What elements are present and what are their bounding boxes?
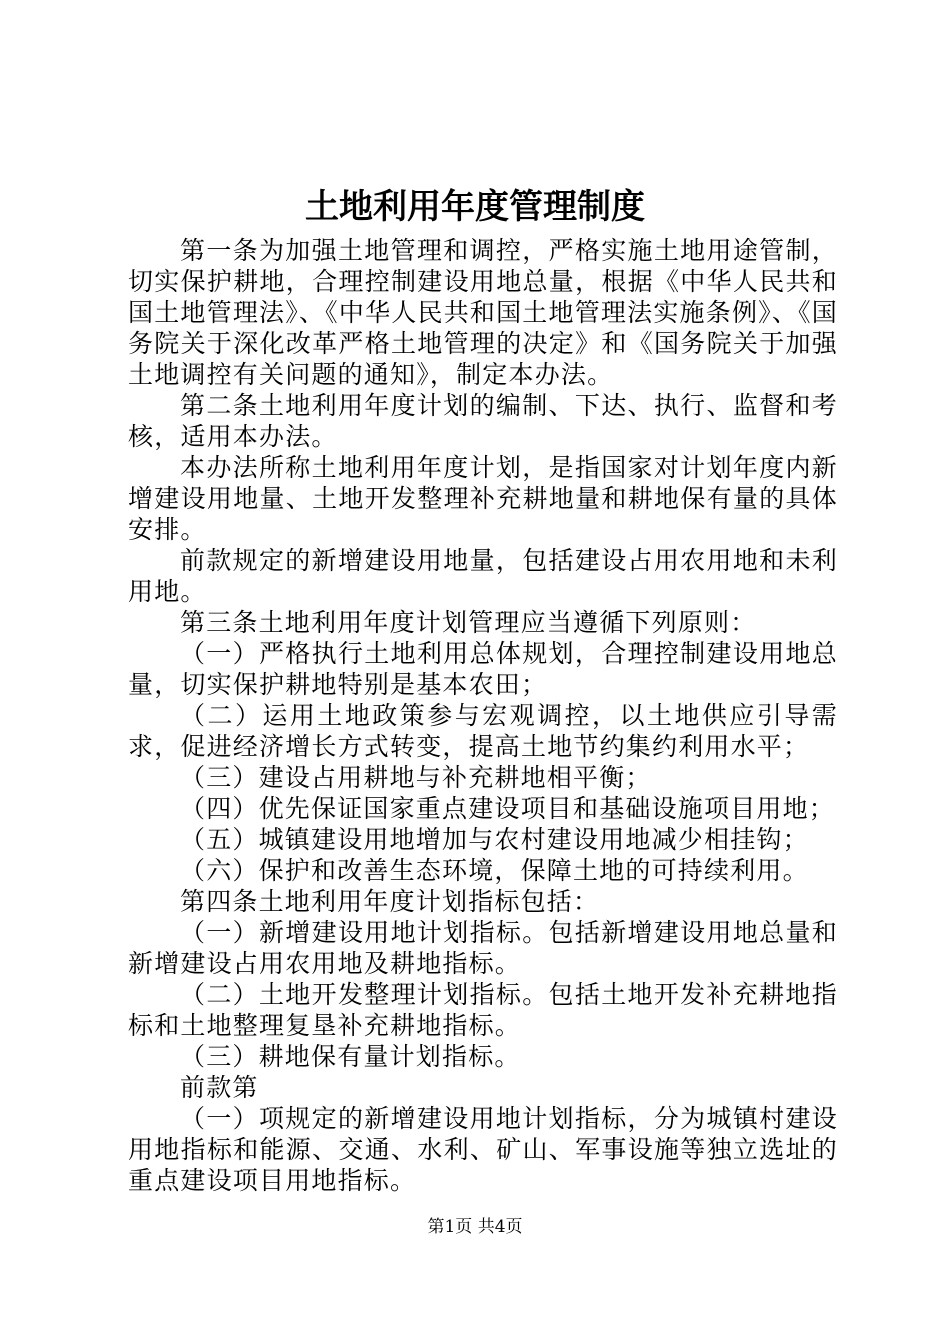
paragraph: 第二条土地利用年度计划的编制、下达、执行、监督和考核，适用本办法。 [128, 391, 838, 451]
paragraph: （三）建设占用耕地与补充耕地相平衡； [180, 763, 652, 792]
paragraph: （一）项规定的新增建设用地计划指标，分为城镇村建设用地指标和能源、交通、水利、矿山、军事设施等独立选址的重点建设项目用地指标。 [128, 1104, 838, 1195]
paragraph: （二）土地开发整理计划指标。包括土地开发补充耕地指标和土地整理复垦补充耕地指标。 [128, 980, 838, 1040]
paragraph: （二）运用土地政策参与宏观调控，以土地供应引导需求，促进经济增长方式转变，提高土地节约集约利用水平； [128, 701, 838, 761]
paragraph: （六）保护和改善生态环境，保障土地的可持续利用。 [180, 856, 809, 885]
document-body [128, 235, 838, 1196]
paragraph: （一）严格执行土地利用总体规划，合理控制建设用地总量，切实保护耕地特别是基本农田； [128, 639, 838, 699]
paragraph: 第三条土地利用年度计划管理应当遵循下列原则： [180, 608, 757, 637]
paragraph: 前款第 [180, 1073, 259, 1102]
paragraph: （三）耕地保有量计划指标。 [180, 1042, 521, 1071]
paragraph: 第四条土地利用年度计划指标包括： [180, 887, 600, 916]
paragraph: 本办法所称土地利用年度计划，是指国家对计划年度内新增建设用地量、土地开发整理补充耕地量和耕地保有量的具体安排。 [128, 453, 838, 544]
paragraph: （一）新增建设用地计划指标。包括新增建设用地总量和新增建设占用农用地及耕地指标。 [128, 918, 838, 978]
paragraph: （五）城镇建设用地增加与农村建设用地减少相挂钩； [180, 825, 809, 854]
page-title: 土地利用年度管理制度 [305, 187, 645, 227]
paragraph: 第一条为加强土地管理和调控，严格实施土地用途管制，切实保护耕地，合理控制建设用地总量，根据《中华人民共和国土地管理法》、《中华人民共和国土地管理法实施条例》、《国务院关于深化改革严格土地管理的决定》和《国务院关于加强土地调控有关问题的通知》，制定本办法。 [128, 236, 838, 389]
page-footer: 第1页 共4页 [427, 1217, 523, 1237]
paragraph: 前款规定的新增建设用地量，包括建设占用农用地和未利用地。 [128, 546, 838, 606]
paragraph: （四）优先保证国家重点建设项目和基础设施项目用地； [180, 794, 836, 823]
